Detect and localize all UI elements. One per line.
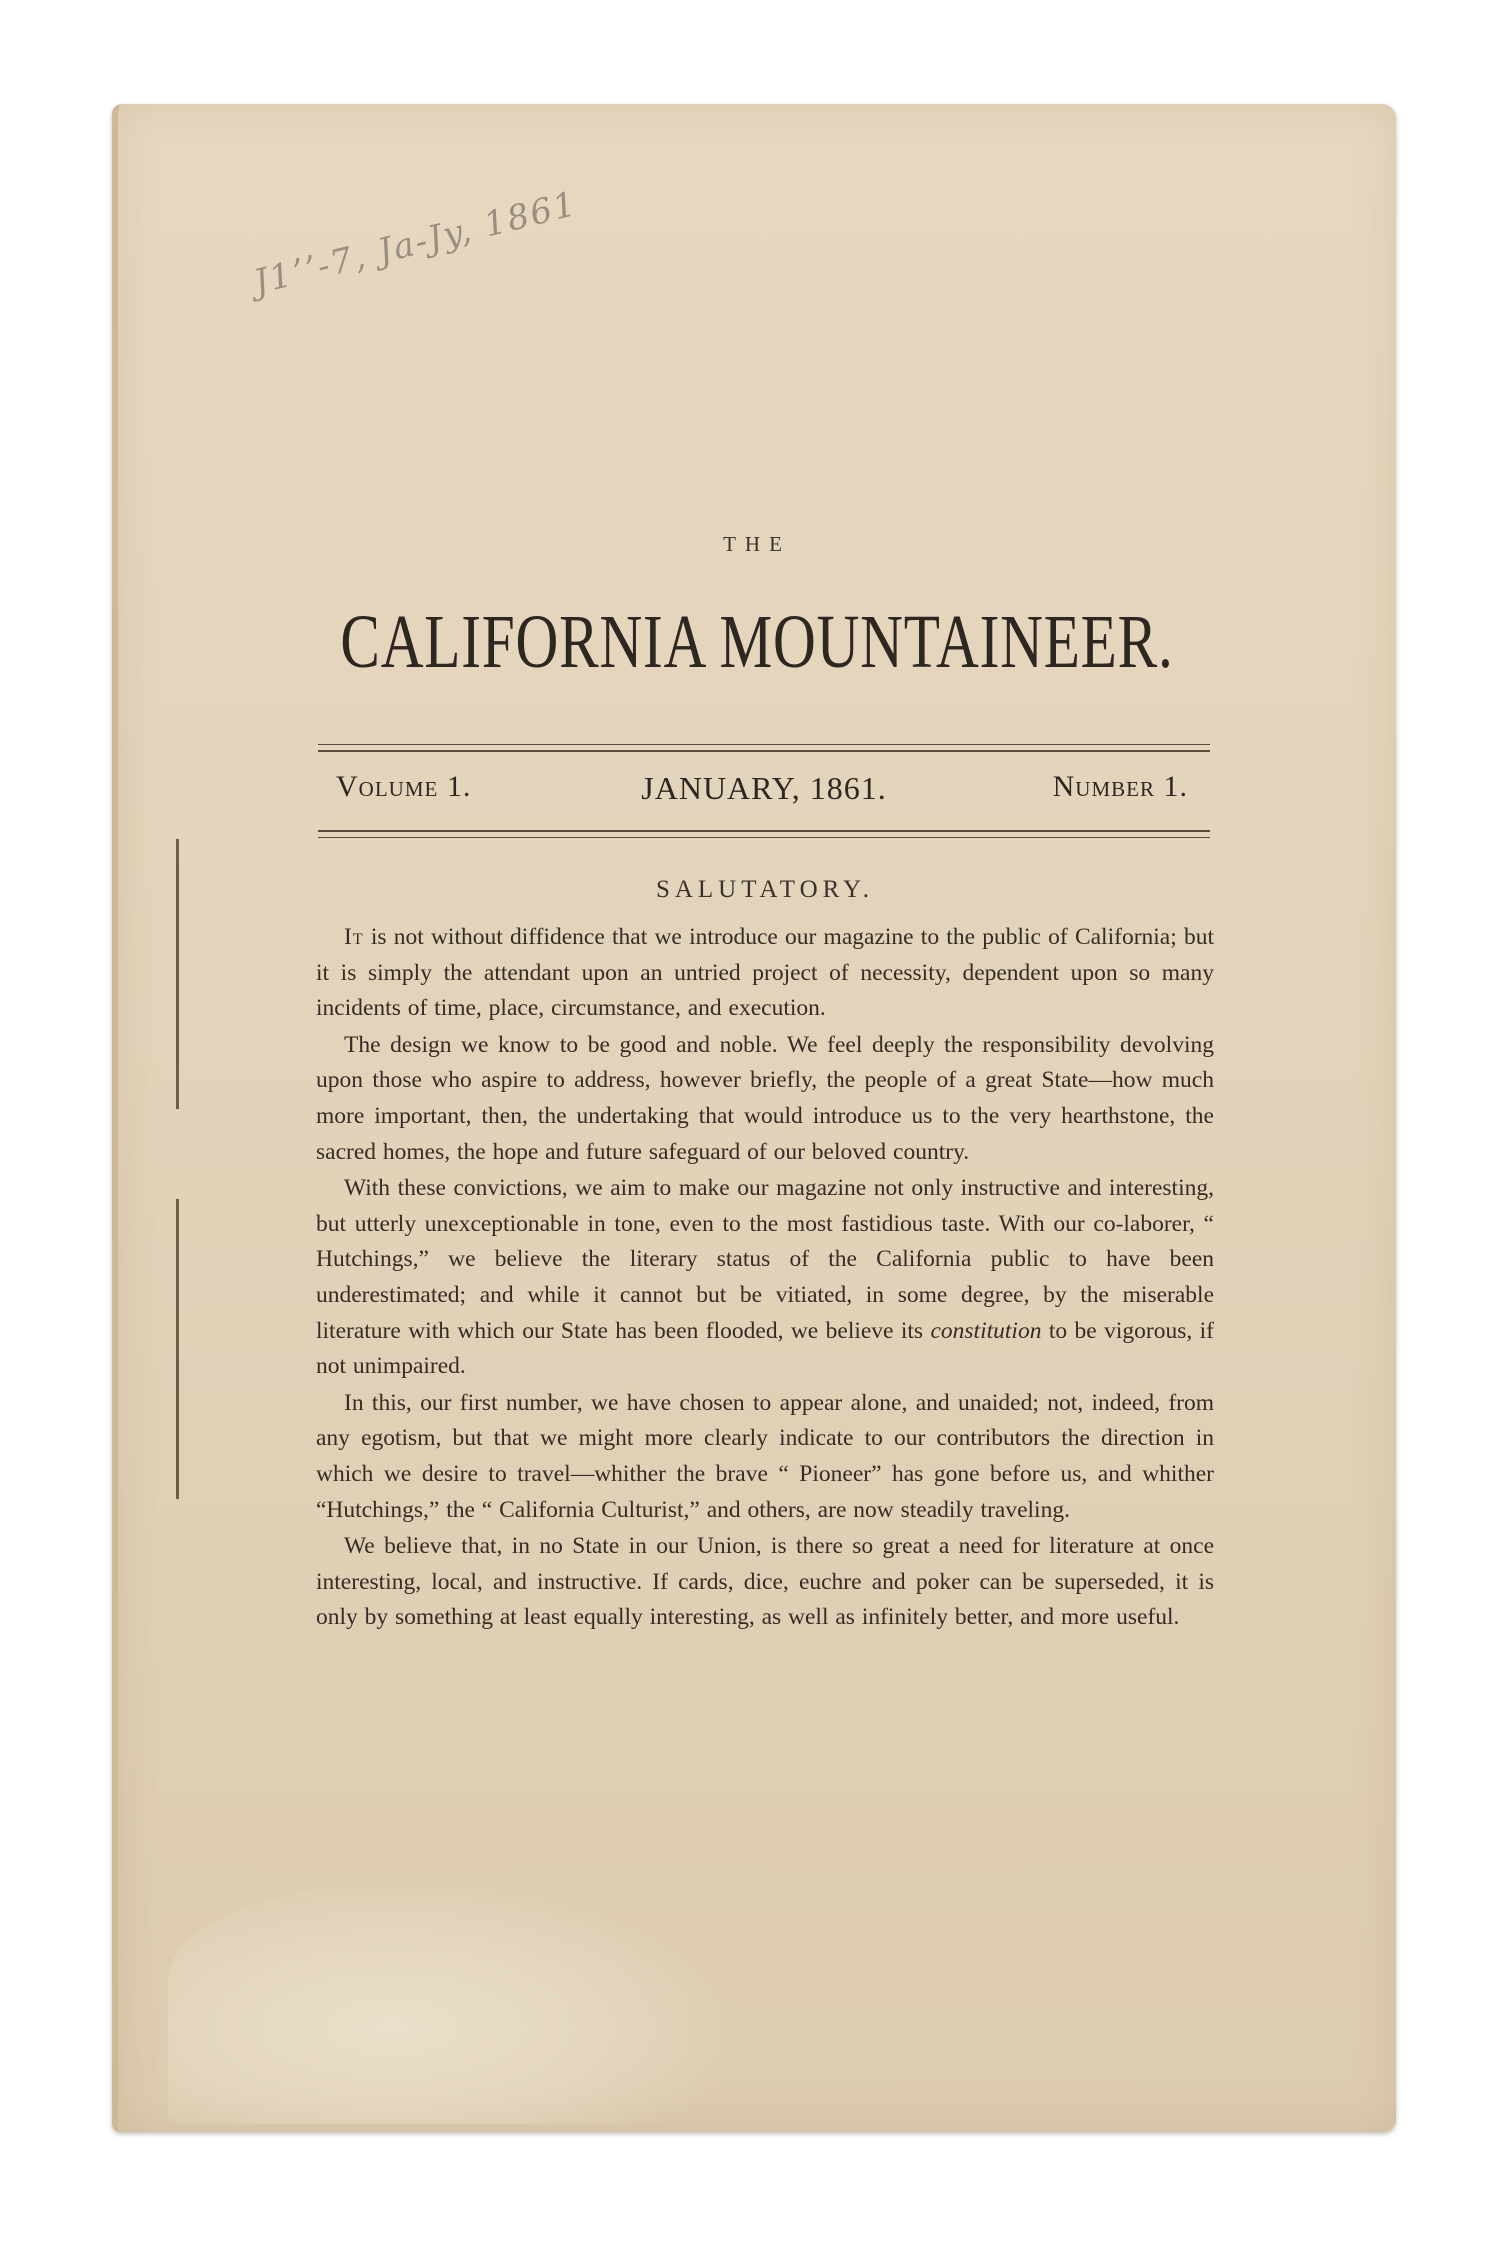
salutatory-article [316, 864, 1214, 1637]
paragraph-2: The design we know to be good and noble. We feel deeply the responsibility devolving upon those who aspire to address, however briefly, the people of a great State—how much more important, then, the undertaking that would introduce us to the very hearthstone, the sacred homes, the hope and future safeguard of our beloved country. [316, 1031, 1214, 1165]
paragraph-1-lead: It [344, 924, 364, 950]
number-label: Number 1. [1052, 770, 1188, 803]
paragraph-3-italic: constitution [930, 1317, 1042, 1344]
magazine-title: CALIFORNIA MOUNTAINEER. [340, 600, 1174, 684]
paragraph-1 [316, 920, 1214, 1027]
paragraph-3 [316, 1171, 1214, 1385]
volume-label: Volume 1. [336, 770, 472, 803]
paragraph-4: In this, our first number, we have chosen to appear alone, and unaided; not, indeed, from any egotism, but that we might more clearly indicate to our contributors the direction in which we desire to travel—whither the brave “ Pioneer” has gone before us, and whither “Hutchings,” the “ California Culturist,” and others, are now steadily traveling. [316, 1389, 1214, 1523]
rule-top-thin [318, 744, 1210, 745]
binding-stitch-upper [176, 839, 179, 1109]
rule-bottom-thin [318, 837, 1210, 838]
paragraph-1-text: is not without diffidence that we introduce our magazine to the public of California; but it is simply the attendant upon an untried project of necessity, dependent upon so many incidents of time, place, circumstance, and execution. [316, 924, 1214, 1022]
paragraph-5: We believe that, in no State in our Union, is there so great a need for literature at once interesting, local, and instructive. If cards, dice, euchre and poker can be superseded, it is only by something at least equally interesting, as well as infinitely better, and more useful. [316, 1533, 1214, 1631]
handwritten-annotation: J1ʼʼ-7, Ja-Jy, 1861 [250, 183, 582, 303]
issue-line [318, 770, 1210, 810]
issue-date: JANUARY, 1861. [641, 770, 887, 806]
article-heading: SALUTATORY. [655, 876, 875, 903]
binding-stitch-lower [176, 1199, 179, 1499]
paragraph-3-text-a: With these convictions, we aim to make our magazine not only instructive and interesting, but utterly unexceptionable in tone, even to the most fastidious taste. With our co-laborer, “ Hutchings,” we believe the literary status of the California public to have been underestimated; and while it cannot but be vitiated, in some degree, by the miserable literature with which our State has been flooded, we believe its [316, 1175, 1214, 1344]
water-stain [168, 1884, 728, 2124]
rule-bottom-thick [318, 830, 1210, 832]
magazine-cover-page [112, 104, 1396, 2132]
rule-top-thick [318, 750, 1210, 752]
title-article: THE [723, 532, 791, 556]
paragraph-3-text-b: to be vigorous, if not unimpaired. [316, 1317, 1214, 1380]
